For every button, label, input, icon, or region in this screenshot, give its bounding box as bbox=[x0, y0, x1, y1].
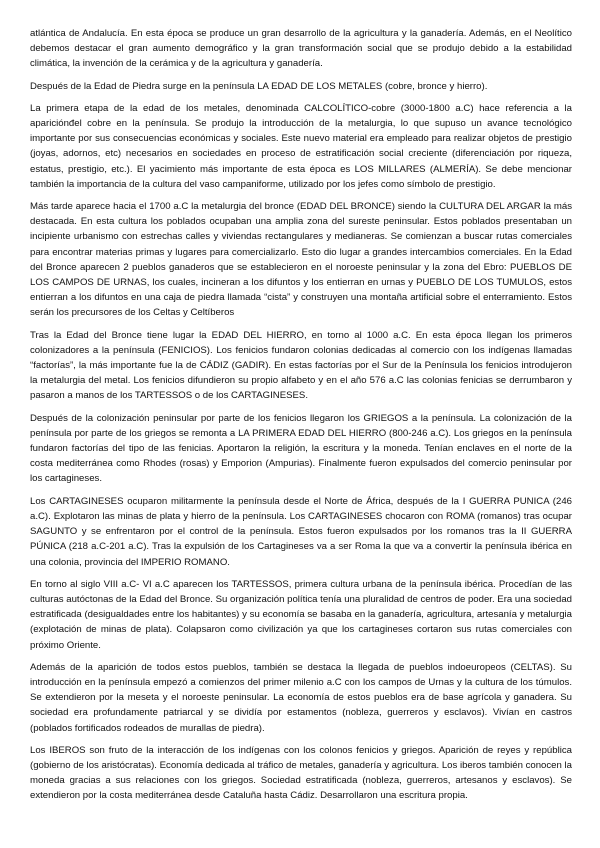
paragraph-iberos: Los IBEROS son fruto de la interacción de los indígenas con los colonos fenicios y griegos. Aparición de reyes y república (gobierno de los aristócratas). Economía dedicada al tráfico de metales, ganadería y agricultura. Los iberos también conocen la moneda gracias a sus relaciones con los griegos. Sociedad estratificada (nobleza, guerreros, artesanos y esclavos). Se extendieron por la costa mediterránea desde Cataluña hasta Cádiz. Desarrollaron una escritura propia. bbox=[30, 744, 572, 802]
paragraph-edad-bronce: Más tarde aparece hacia el 1700 a.C la metalurgia del bronce (EDAD DEL BRONCE) siendo la CULTURA DEL ARGAR la más destacada. En esta cultura los poblados ocupaban una amplia zona del sureste peninsular. Estos poblados presentaban un incipiente urbanismo con estrechas calles y viviendas rectangulares y medianeras. Se comienzan a buscar rutas comerciales para encontrar materias primas y lugares para comercializarlo. Esto dio lugar a grandes intercambios comerciales. En la Edad del Bronce aparecen 2 pueblos ganaderos que se establecieron en el noroeste peninsular y la zona del Ebro: PUEBLOS DE LOS CAMPOS DE URNAS, los cuales, incineran a los difuntos y los entierran en urnas y PUEBLO DE LOS TUMULOS, estos entierran a los difuntos en una caja de piedra llamada “cista” y construyen una montaña artificial sobre el enterramiento. Estos serán los precursores de los Celtas y Celtíberos bbox=[30, 201, 572, 319]
paragraph-cartagineses: Los CARTAGINESES ocuparon militarmente la península desde el Norte de África, después de la I GUERRA PUNICA (246 a.C). Explotaron las minas de plata y hierro de la península. Los CARTAGINESES chocaron con ROMA (romanos) tras ocupar SAGUNTO y se enfrentaron por el control de la península. Estos fueron expulsados por los romanos tras la II GUERRA PÚNICA (218 a.C-201 a.C). Tras la expulsión de los Cartagineses va a ser Roma la que va a convertir la península ibérica en una colonia, provincia del IMPERIO ROMANO. bbox=[30, 495, 572, 568]
paragraph-edad-metales: Después de la Edad de Piedra surge en la península LA EDAD DE LOS METALES (cobre, bronce y hierro). bbox=[30, 80, 488, 92]
paragraph-celtas: Además de la aparición de todos estos pueblos, también se destaca la llegada de pueblos indoeuropeos (CELTAS). Su introducción en la península empezó a comienzos del primer milenio a.C con los campos de Urnas y la cultura de los túmulos. Se extendieron por la meseta y el noroeste peninsular. La economía de estos pueblos era de base agrícola y ganadera. Su sociedad era profundamente patriarcal y se dividía por estamentos (nobleza, guerreros y esclavos). Vivían en castros (poblados fortificados rodeados de murallas de piedra). bbox=[30, 661, 572, 734]
paragraph-edad-hierro: Tras la Edad del Bronce tiene lugar la EDAD DEL HIERRO, en torno al 1000 a.C. En esta época llegan los primeros colonizadores a la península (FENICIOS). Los fenicios fundaron colonias dedicadas al comercio con los indígenas llamadas “factorías”, la más importante fue la de CÁDIZ (GADIR). En estas factorías por el Sur de la Península los fenicios introdujeron la metalurgia del metal. Los fenicios difundieron su propio alfabeto y en el año 576 a.C las colonias fenicias se derrumbaron y pasaron a manos de los TARTESSOS o de los CARTAGINESES. bbox=[30, 329, 572, 402]
paragraph-neolitico: atlántica de Andalucía. En esta época se produce un gran desarrollo de la agricultura y la ganadería. Además, en el Neolítico debemos destacar el gran aumento demográfico y la gran transformación social que se produjo debido a la estabilidad climática, la invención de la cerámica y de la agricultura y ganadería. bbox=[30, 28, 572, 70]
paragraph-calcolitico: La primera etapa de la edad de los metales, denominada CALCOLÍTICO-cobre (3000-1800 a.C) hace referencia a la apariciónđel cobre en la península. Se produjo la introducción de la metalurgia, lo que supuso un avance tecnológico importante por sus consecuencias económicas y sociales. Este nuevo material era empleado para realizar objetos de prestigio (joyas, adornos, etc) necesarios en sociedades en proceso de estratificación social creciente (diferenciación por riqueza, estatus, prestigio, etc.). El yacimiento más importante de esta época es LOS MILLARES (ALMERÍA). Se debe mencionar también la importancia de la cultura del vaso campaniforme, utilizado por los jefes como símbolo de prestigio. bbox=[30, 102, 572, 190]
paragraph-griegos: Después de la colonización peninsular por parte de los fenicios llegaron los GRIEGOS a la península. La colonización de la península por parte de los griegos se remonta a LA PRIMERA EDAD DEL HIERRO (800-246 a.C). Los griegos en la península fundaron factorías del tipo de las fenicias. Aportaron la religión, la escritura y la moneda. Tenían enclaves en el norte de la costa mediterránea como Rhodes (rosas) y Emporion (Ampurias). Finalmente fueron expulsados del comercio peninsular por los cartagineses. bbox=[30, 412, 572, 485]
document-page bbox=[30, 26, 572, 811]
paragraph-tartessos: En torno al siglo VIII a.C- VI a.C aparecen los TARTESSOS, primera cultura urbana de la península ibérica. Procedían de las culturas autóctonas de la Edad del Bronce. Su organización política tenía una pluralidad de centros de poder. Era una sociedad estratificada (desigualdades entre los habitantes) y su economía se basaba en la ganadería, agricultura, artesanía y metalurgia (explotación de minas de plata). Colapsaron como civilización ya que los cartagineses cortaron sus rutas comerciales con próximo Oriente. bbox=[30, 578, 572, 651]
